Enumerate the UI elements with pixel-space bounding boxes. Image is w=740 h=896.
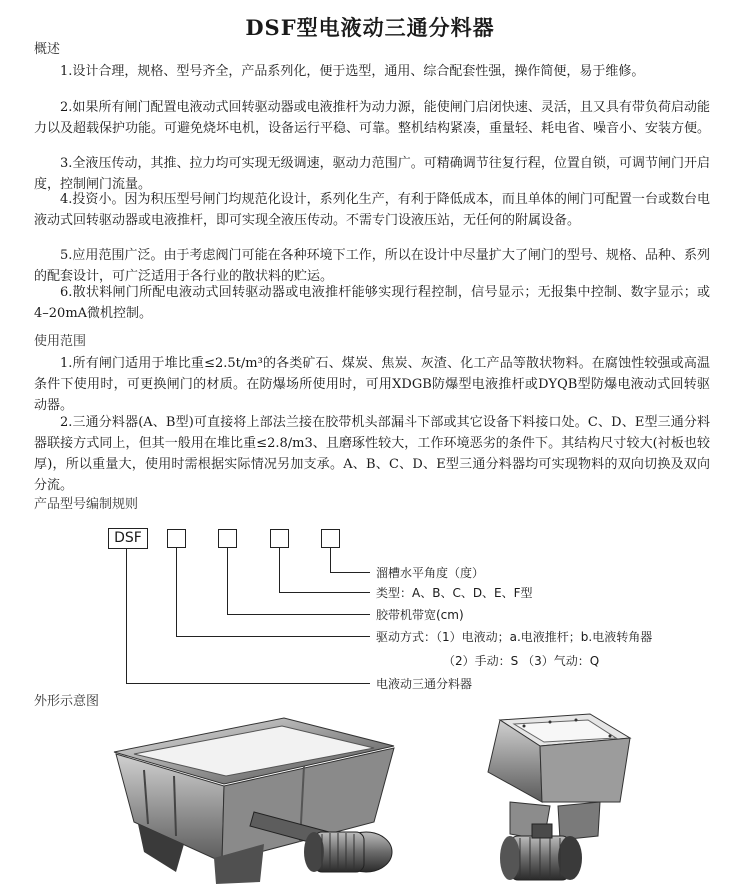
model-width-box (218, 529, 237, 548)
width-leader-vertical (227, 548, 228, 614)
overview-paragraph-6: 6.散状料闸门所配电液动式回转驱动器或电液推杆能够实现行程控制，信号显示；无报集中控制、数字显示；或4–20mA微机控制。 (34, 285, 710, 321)
section-outline-heading: 外形示意图 (34, 694, 100, 709)
section-usage-heading: 使用范围 (34, 334, 87, 349)
page-title: DSF型电液动三通分料器 (245, 15, 495, 40)
label-chute-angle: 溜槽水平角度（度） (376, 566, 485, 580)
label-type: 类型：A、B、C、D、E、F型 (376, 586, 533, 600)
angle-leader-horizontal (330, 572, 370, 573)
usage-paragraph-1: 1.所有闸门适用于堆比重≤2.5t/m³的各类矿石、煤炭、焦炭、灰渣、化工产品等散状物料。在腐蚀性较强或高温条件下使用时，可更换闸门的材质。在防爆场所使用时，可用XDGB防爆型电液推杆或DYQB型防爆电液动式回转驱动器。 (34, 356, 710, 413)
overview-paragraph-2: 2.如果所有闸门配置电液动式回转驱动器或电液推杆为动力源，能使闸门启闭快速、灵活，且又具有带负荷启动能力以及超载保护功能。可避免烧坏电机，设备运行平稳、可靠。整机结构紧凑，重量轻、耗电省、噪音小、安装方便。 (34, 100, 711, 136)
label-drive-mode-2: （2）手动：S （3）气动：Q (443, 654, 600, 668)
drive-leader-horizontal (176, 636, 370, 637)
overview-paragraph-3: 3.全液压传动，其推、拉力均可实现无级调速，驱动力范围广。可精确调节往复行程，位置自锁，可调节闸门开启度，控制闸门流量。 (34, 156, 710, 192)
diverter-photo-right (470, 712, 640, 888)
drive-leader-vertical (176, 548, 177, 636)
model-type-box (270, 529, 289, 548)
type-leader-vertical (279, 548, 280, 592)
label-product-name: 电液动三通分料器 (376, 677, 473, 691)
width-leader-horizontal (227, 614, 370, 615)
overview-paragraph-4: 4.投资小。因为积压型号闸门均规范化设计，系列化生产，有利于降低成本，而且单体的闸门可配置一台或数台电液动式回转驱动器或电液推杆，即可实现全液压传动。不需专门设液压站，无任何的附属设备。 (34, 192, 710, 228)
angle-leader-vertical (330, 548, 331, 572)
model-drive-box (167, 529, 186, 548)
usage-paragraph-2: 2.三通分料器(A、B型)可直接将上部法兰接在胶带机头部漏斗下部或其它设备下料接口处。C、D、E型三通分料器联接方式同上，但其一般用在堆比重≤2.8/m3、且磨琢性较大，工作环境恶劣的条件下。其结构尺寸较大(衬板也较厚)，所以重量大，使用时需根据实际情况另加支承。A、B、C、D、E型三通分料器均可实现物料的双向切换及双向分流。 (34, 415, 710, 493)
prefix-leader-horizontal (126, 683, 370, 684)
prefix-leader-vertical (126, 549, 127, 683)
type-leader-horizontal (279, 592, 370, 593)
label-belt-width: 胶带机带宽(cm) (376, 608, 464, 622)
model-angle-box (321, 529, 340, 548)
section-model-rules-heading: 产品型号编制规则 (34, 497, 139, 512)
diverter-photo-left (104, 712, 404, 888)
section-overview-heading: 概述 (34, 42, 61, 57)
overview-paragraph-1: 1.设计合理，规格、型号齐全，产品系列化，便于选型，通用、综合配套性强，操作简便，易于维修。 (60, 64, 645, 79)
model-prefix-box: DSF (108, 528, 148, 549)
label-drive-mode: 驱动方式：（1）电液动；a.电液推杆；b.电液转角器 (376, 630, 653, 644)
overview-paragraph-5: 5.应用范围广泛。由于考虑阀门可能在各种环境下工作，所以在设计中尽量扩大了闸门的型号、规格、品种、系列的配套设计，可广泛适用于各行业的散状料的贮运。 (34, 248, 710, 284)
